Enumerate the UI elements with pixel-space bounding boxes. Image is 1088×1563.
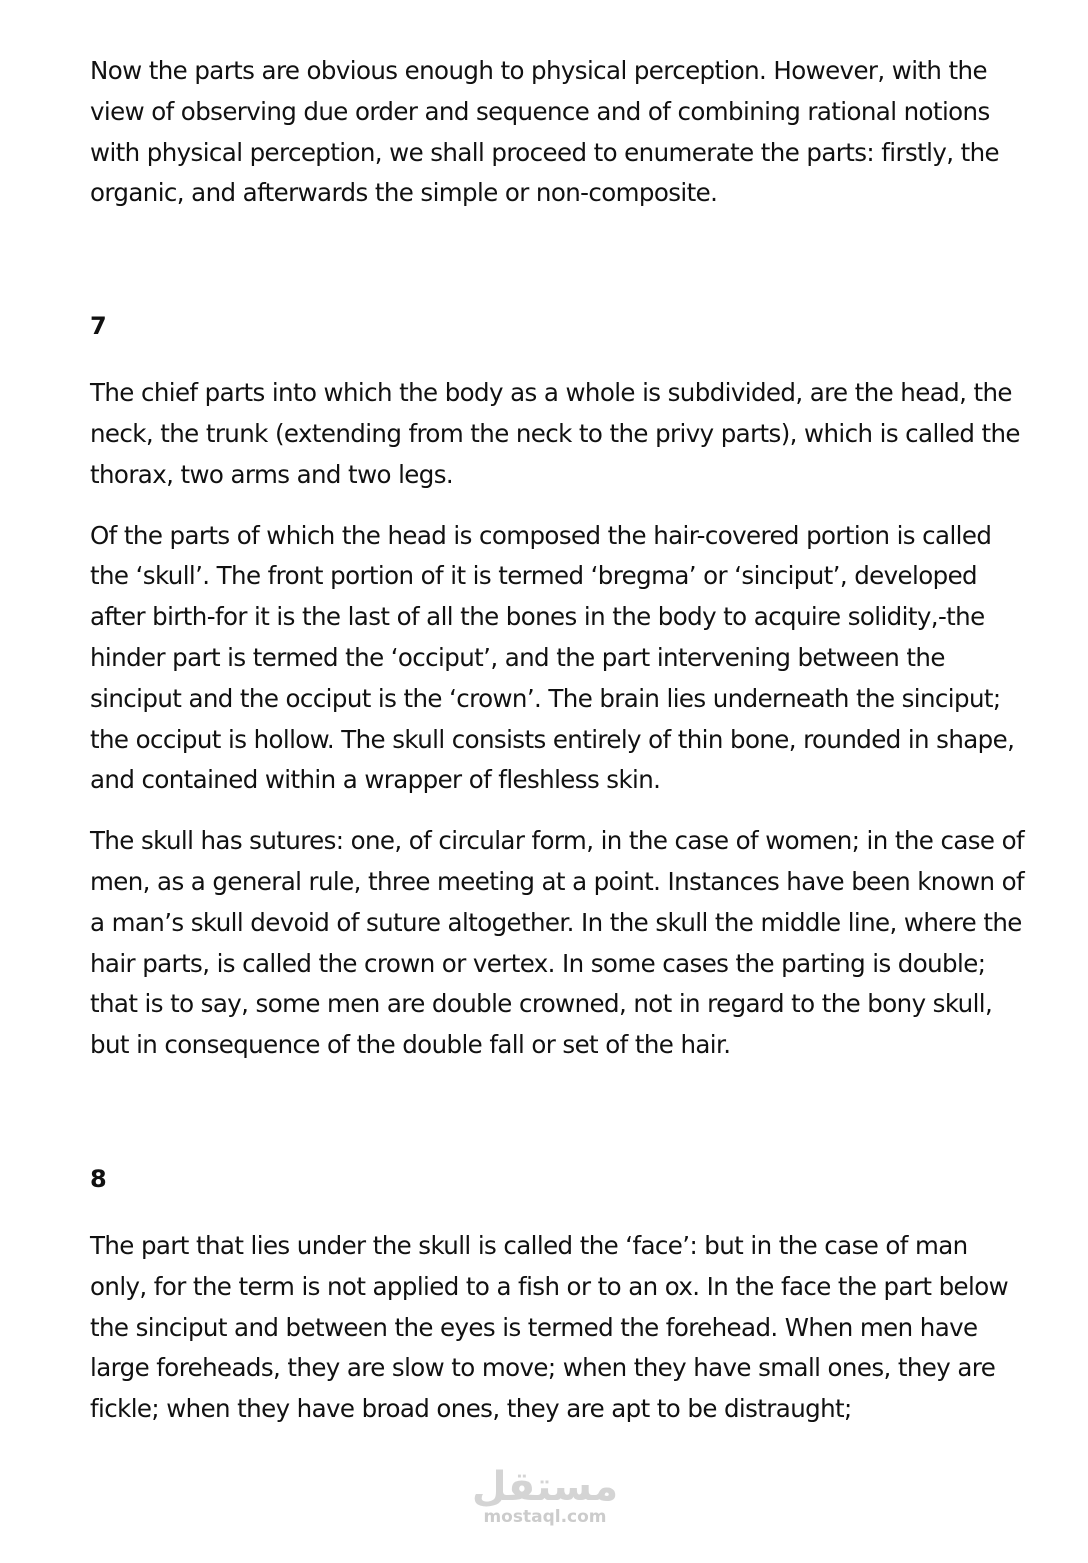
document-page — [90, 51, 1030, 1430]
paragraph-skull-parts: Of the parts of which the head is composed the hair-covered portion is called the ‘skull’. The front portion of it is termed ‘bregma’ or ‘sinciput’, developed after birth-for it is the last of all the bones in the body to acquire solidity,-the hinder part is termed the ‘occiput’, and the part intervening between the sinciput and the occiput is the ‘crown’. The brain lies underneath the sinciput; the occiput is hollow. The skull consists entirely of thin bone, rounded in shape, and contained within a wrapper of fleshless skin. — [90, 520, 1015, 795]
paragraph-face: The part that lies under the skull is called the ‘face’: but in the case of man only, for the term is not applied to a fish or to an ox. In the face the part below the sinciput and between the eyes is termed the forehead. When men have large foreheads, they are slow to move; when they have small ones, they are fickle; when they have broad ones, they are apt to be distraught; — [90, 1230, 1009, 1424]
mostaql-site-text: mostaql.com — [483, 1507, 607, 1527]
paragraph-intro: Now the parts are obvious enough to physical perception. However, with the view of observing due order and sequence and of combining rational notions with physical perception, we shall proceed to enumerate the parts: firstly, the organic, and afterwards the simple or non-composite. — [90, 56, 1000, 208]
mostaql-logo: مستقل — [471, 1464, 619, 1510]
paragraph-chief-parts: The chief parts into which the body as a whole is subdivided, are the head, the neck, the trunk (extending from the neck to the privy parts), which is called the thorax, two arms and two legs. — [90, 378, 1020, 489]
mostaql-watermark — [470, 1465, 620, 1527]
paragraph-skull-sutures: The skull has sutures: one, of circular form, in the case of women; in the case of men, as a general rule, three meeting at a point. Instances have been known of a man’s skull devoid of suture altogether. In the skull the middle line, where the hair parts, is called the crown or vertex. In some cases the parting is double; that is to say, some men are double crowned, not in regard to the bony skull, but in consequence of the double fall or set of the hair. — [90, 826, 1025, 1060]
section-number-7: 7 — [90, 312, 107, 341]
section-number-8: 8 — [90, 1164, 107, 1193]
